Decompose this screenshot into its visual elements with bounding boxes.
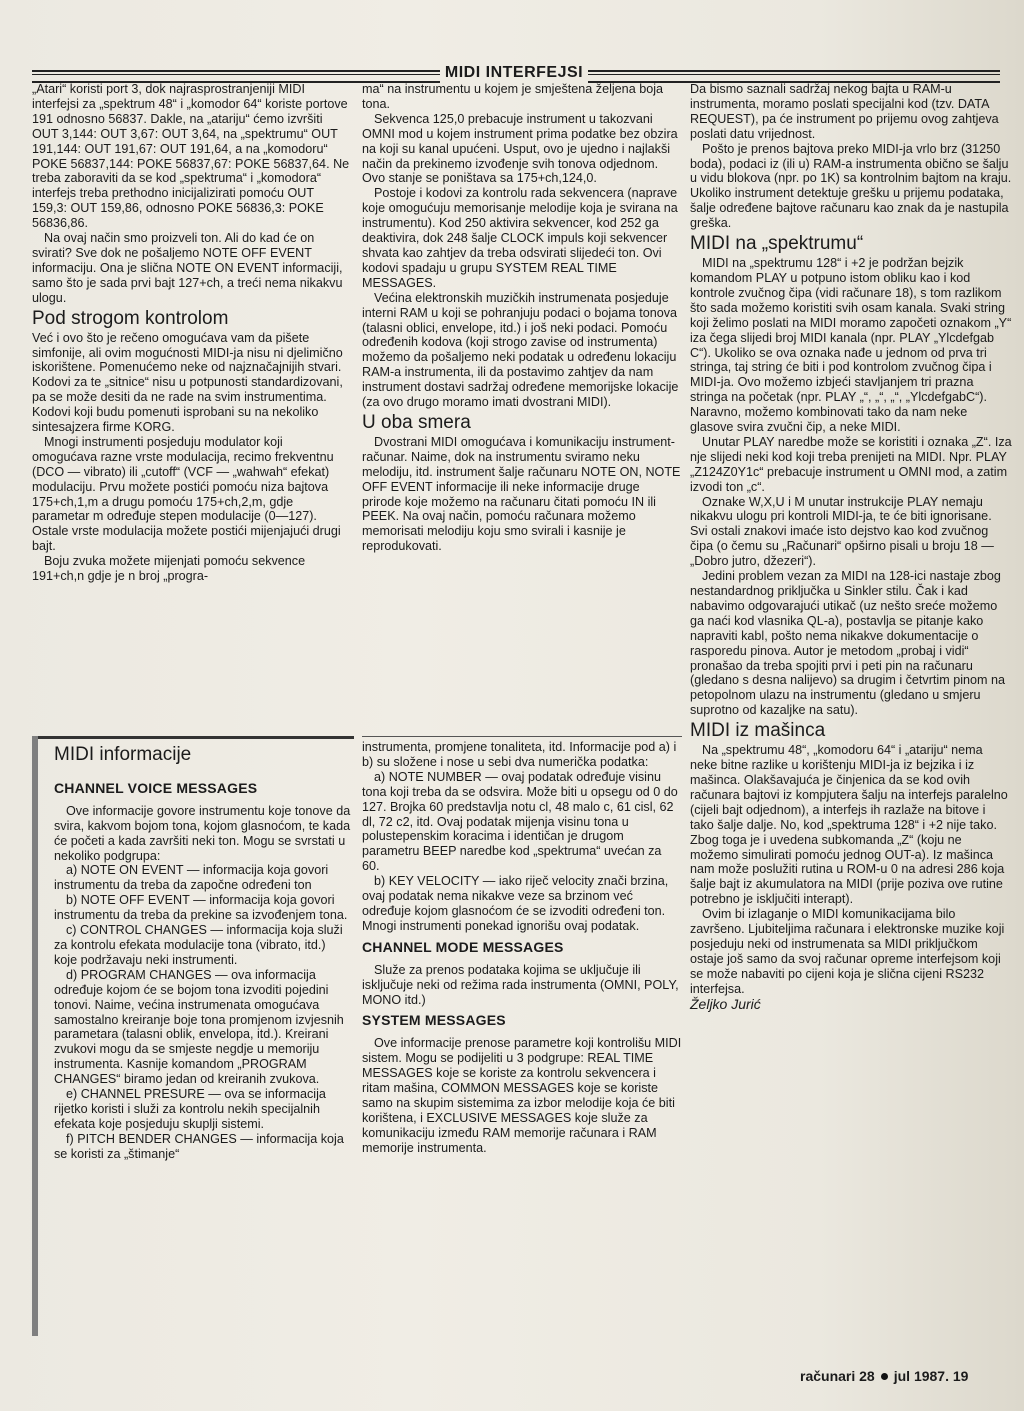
- paragraph: „Atari“ koristi port 3, dok najrasprostranjeniji MIDI interfejsi za „spektrum 48“ i „komodor 64“ koriste portove 191 odnosno 56837. Dakle, na „atariju“ ćemo izvršiti OUT 3,144: OUT 3,67: OUT 3,64, na „spektrumu“ OUT 191,144: OUT 191,67: OUT 191,64, a na „komodoru“ POKE 56837,144: POKE 56837,67: POKE 56837,64. Ne treba zaboraviti da se kod „spektruma“ i „komodora“ interfejs treba prethodno inicijalizirati pomoću OUT 159,3: OUT 159,86, odnosno POKE 56836,3: POKE 56836,86.: [32, 82, 350, 231]
- midi-info-box: [32, 736, 354, 1346]
- box-side-bar: [32, 736, 38, 1336]
- paragraph: Dvostrani MIDI omogućava i komunikaciju instrument-računar. Naime, dok na instrumentu sviramo neku melodiju, itd. instrument šalje računaru NOTE ON, NOTE OFF EVENT informacije ili neke informacije druge prirode koje možemo na računaru čitati pomoću IN ili PEEK. Na ovaj način, pomoću računara možemo memorisati melodiju koju smo svirali i kasnije je reprodukovati.: [362, 434, 681, 554]
- box-content: [54, 744, 352, 1162]
- paragraph: Postoje i kodovi za kontrolu rada sekvencera (naprave koje omogućuju memorisanje melodije koja je svirana na instrumentu). Kod 250 aktivira sekvencer, kod 252 ga deaktivira, dok 248 šalje CLOCK impuls koji sekvencer shvata kao zahtjev da treba odsvirati slijedeći ton. Ovi kodovi spadaju u grupu SYSTEM REAL TIME MESSAGES.: [362, 186, 678, 290]
- column-2: [362, 82, 682, 554]
- issue-date: jul 1987.: [893, 1368, 949, 1384]
- paragraph: Već i ovo što je rečeno omogućava vam da pišete simfonije, ali ovim mogućnosti MIDI-ja nisu ni djelimično iskorištene. Pomenućemo neke od najznačajnijih stvari. Kodovi za te „sitnice“ nisu u potpunosti standardizovani, pa se može desiti da ne rade na svim instrumentima. Kodovi koji budu pomenuti isprobani su na nekoliko sintesajzera firme KORG.: [32, 330, 343, 435]
- box-top-rule-middle: [362, 736, 682, 737]
- paragraph: Većina elektronskih muzičkih instrumenata posjeduje interni RAM u koji se pohranjuju podaci o bojama tonova (talasni oblici, envelope, itd.) i još neki podaci. Pomoću određenih kodova (koji strogo zavise od instrumenta) možemo da pošaljemo neki podatak u određenu lokaciju RAM-a instrumenta, ili da postavimo zahtjev da nam instrument dostavi sadržaj određene memorijske lokacije (za ovo drugo moramo imati dvostrani MIDI).: [362, 290, 679, 410]
- subheading-kontrola: Pod strogom kontrolom: [32, 307, 229, 329]
- paragraph: Boju zvuka možete mijenjati pomoću sekvence 191+ch,n gdje je n broj „progra-: [32, 554, 306, 584]
- author-signature: Željko Jurić: [690, 995, 761, 1012]
- paragraph: Pošto je prenos bajtova preko MIDI-ja vrlo brz (31250 boda), podaci iz (ili u) RAM-a instrumenta obično se šalju u vidu blokova (npr. po 1K) sa kontrolnim bajtom na kraju. Ukoliko instrument detektuje grešku u prijemu podataka, šalje određene bajtove računaru kao znak da je nastupila greška.: [690, 141, 1012, 231]
- box-continuation: [362, 740, 682, 1156]
- list-item: d) PROGRAM CHANGES — ova informacija određuje kojom će se bojom tona izvoditi pojedini tonovi. Naime, većina instrumenata omogućava samostalno kreiranje boje tona promjenom izvjesnih parametara (talasni oblik, envelopa, itd.). Kreirani zvukovi mogu da se smjeste negdje u memoriju instrumenta. Kasnije komandom „PROGRAM CHANGES“ biramo jedan od kreiranih zvukova.: [54, 967, 344, 1087]
- subheading-masinica: MIDI iz mašinca: [690, 720, 826, 742]
- list-item: a) NOTE ON EVENT — informacija koja govori instrumentu da treba da započne određeni ton: [54, 863, 329, 893]
- list-item: b) KEY VELOCITY — iako riječ velocity znači brzina, ovaj podatak nema nikakve veze sa brzinom već određuje kojom glasnoćom će se izvoditi određeni ton. Mnogi instrumenti ponekad ignorišu ovaj podatak.: [362, 874, 669, 933]
- paragraph: Ove informacije govore instrumentu koje tonove da svira, kakvom bojom tona, kojom glasnoćom, te kada će početi a kada završiti neki ton. Mogu se svrstati u nekoliko podgrupa:: [54, 803, 351, 863]
- bullet-icon: [881, 1373, 888, 1380]
- paragraph: Na „spektrumu 48“, „komodoru 64“ i „atariju“ nema neke bitne razlike u korištenju MIDI-ja iz bejzika i iz mašinca. Olakšavajuća je činjenica da se kod ovih računara bajtovi iz kompjutera šalju na interfejs paralelno (cijeli bajt odjednom), a interfejs ih razlaže na bitove i tako šalje dalje. No, kod „spektruma 128“ i +2 nije tako. Zbog toga je i uvedena subkomanda „Z“ (koju ne možemo simulirati pomoću jednog OUT-a). Iz mašinca nam može poslužiti rutina u ROM-u 0 na adresi 286 koja šalje bajt iz akumulatora na MIDI (prije poziva ove rutine potrebno je isključiti interapt).: [690, 743, 1008, 907]
- paragraph: Ove informacije prenose parametre koji kontrolišu MIDI sistem. Mogu se podijeliti u 3 podgrupe: REAL TIME MESSAGES koje se koriste za kontrolu sekvencera i ritam mašina, COMMON MESSAGES koje se koriste samo na skupim sistemima za izbor melodije koja će biti korištena, i EXCLUSIVE MESSAGES koje služe za komunikaciju između RAM memorije računara i RAM memorije instrumenta.: [362, 1036, 682, 1155]
- box-heading-mode: CHANNEL MODE MESSAGES: [362, 938, 564, 955]
- page-number: 19: [952, 1368, 969, 1384]
- paragraph: Mnogi instrumenti posjeduju modulator koji omogućava razne vrste modulacija, recimo frekventnu (DCO — vibrato) ili „cutoff“ (VCF — „wahwah“ efekat) modulaciju. Prvu možete postići pomoću niza bajtova 175+ch,1,m a drugu pomoću 175+ch,2,m, gdje parametar m određuje stepen modulacije (0—127). Ostale vrste modulacija možete postići mijenjajući drugi bajt.: [32, 434, 341, 554]
- paragraph: Ovim bi izlaganje o MIDI komunikacijama bilo završeno. Ljubiteljima računara i elektronske muzike koji posjeduju neki od instrumenata sa MIDI priključkom ostaje još samo da svoj računar opreme interfejsom koji se može nabaviti po cijeni koja je slična cijeni RS232 interfejsa.: [690, 907, 1005, 996]
- column-1: [32, 82, 350, 584]
- box-heading-system: SYSTEM MESSAGES: [362, 1012, 506, 1029]
- paragraph: ma“ na instrumentu u kojem je smještena željena boja tona.: [362, 82, 664, 111]
- section-header: MIDI INTERFEJSI: [444, 64, 584, 81]
- paragraph: Unutar PLAY naredbe može se koristiti i oznaka „Z“. Iza nje slijedi neki kod koji treba prenijeti na MIDI. Npr. PLAY „Z124Z0Y1c“ prebacuje instrument u OMNI mod, a zatim izvodi ton „c“.: [690, 434, 1012, 494]
- column-3: [690, 82, 1012, 1011]
- box-top-rule: [32, 736, 354, 739]
- paragraph: Služe za prenos podataka kojima se uključuje ili isključuje neki od režima rada instrumenta (OMNI, POLY, MONO itd.): [362, 962, 679, 1007]
- paragraph: Da bismo saznali sadržaj nekog bajta u RAM-u instrumenta, moramo poslati specijalni kod (tzv. DATA REQUEST), pa će instrument po prijemu ovog zahtjeva poslati datu vrijednost.: [690, 82, 999, 141]
- list-item: c) CONTROL CHANGES — informacija koja služi za kontrolu efekata modulacije tona (vibrato, itd.) koje podržavaju neki instrumenti.: [54, 923, 343, 967]
- paragraph: MIDI na „spektrumu 128“ i +2 je podržan bejzik komandom PLAY u potpuno istom obliku kao i kod kontrole zvučnog čipa (vidi računare 18), s tom razlikom što sada možemo koristiti svih osam kanala. Svaki string koji želimo poslati na MIDI moramo započeti oznakom „Y“ iza čega slijedi broj MIDI kanala (npr. PLAY „Ylcdefgab C“). Ukoliko se ova oznaka nađe u jednom od prva tri stringa, taj string će biti i pod kontrolom zvučnog čipa i MIDI-ja. Ovo možemo izbjeći stavljanjem tri prazna stringa na početak (npr. PLAY „“, „“, „“, „YlcdefgabC“). Naravno, možemo kombinovati tako da nam neke glasove svira zvučni čip, a neke MIDI.: [690, 256, 1012, 435]
- list-item: f) PITCH BENDER CHANGES — informacija koja se koristi za „štimanje“: [54, 1131, 344, 1161]
- paragraph: instrumenta, promjene tonaliteta, itd. Informacije pod a) i b) su složene i nose u sebi dva numerička podatka:: [362, 740, 677, 769]
- subheading-smera: U oba smera: [362, 411, 471, 433]
- list-item: e) CHANNEL PRESURE — ova se informacija rijetko koristi i služi za kontrolu nekih specijalnih efekata koje posjeduju skuplji sistemi.: [54, 1087, 326, 1131]
- paragraph: Sekvenca 125,0 prebacuje instrument u takozvani OMNI mod u kojem instrument prima podatke bez obzira na koji su kanal upućeni. Usput, ovo je ujedno i najlakši način da prekinemo izvođenje svih tonova odjednom. Ovo stanje se poništava sa 175+ch,124,0.: [362, 111, 678, 186]
- paragraph: Na ovaj način smo proizveli ton. Ali do kad će on svirati? Sve dok ne pošaljemo NOTE OFF EVENT informaciju. Ona je slična NOTE ON EVENT informaciji, samo što je sada prvi bajt 127+ch, a treći nema nikakvu ulogu.: [32, 231, 343, 305]
- paragraph: Oznake W,X,U i M unutar instrukcije PLAY nemaju nikakvu ulogu pri kontroli MIDI-ja, te će biti ignorisane. Svi ostali znakovi imaće isto dejstvo kao kod zvučnog čipa (o čemu su „Računari“ opširno pisali u broju 18 — „Dobro jutro, džezeri“).: [690, 494, 994, 569]
- list-item: b) NOTE OFF EVENT — informacija koja govori instrumentu da treba da prekine sa izvođenjem tona.: [54, 893, 348, 923]
- box-heading-voice: CHANNEL VOICE MESSAGES: [54, 779, 258, 796]
- paragraph: Jedini problem vezan za MIDI na 128-ici nastaje zbog nestandardnog priključka u Sinkler stilu. Čak i kad nabavimo odgovarajući utikač (uz nešto sreće možemo ga naći kod vlasnika QL-a), postavlja se pitanje kako napraviti kabl, pošto nema nikakve dokumentacije o rasporedu pinova. Autor je metodom „probaj i vidi“ pronašao da treba spojiti prvi i peti pin na računaru (gledano s desna nalijevo) sa drugim i četvrtim pinom na petopolnom ulazu na instrumentu (gledano u smjeru suprotno od kazaljke na satu).: [690, 569, 1005, 718]
- subheading-spektrum: MIDI na „spektrumu“: [690, 233, 864, 255]
- box-title: MIDI informacije: [54, 744, 192, 765]
- list-item: a) NOTE NUMBER — ovaj podatak određuje visinu tona koji treba da se odsvira. Može biti u opsegu od 0 do 127. Brojka 60 predstavlja notu cl, 48 malo c, 61 cisl, 62 dl, 72 c2, itd. Ovaj podatak mijenja visinu tona u polustepenskim koracima i identičan je drugom parametru BEEP naredbe kod „spektruma“ uvećan za 60.: [362, 769, 678, 874]
- page-footer: [800, 1368, 968, 1384]
- magazine-name: računari 28: [800, 1368, 875, 1384]
